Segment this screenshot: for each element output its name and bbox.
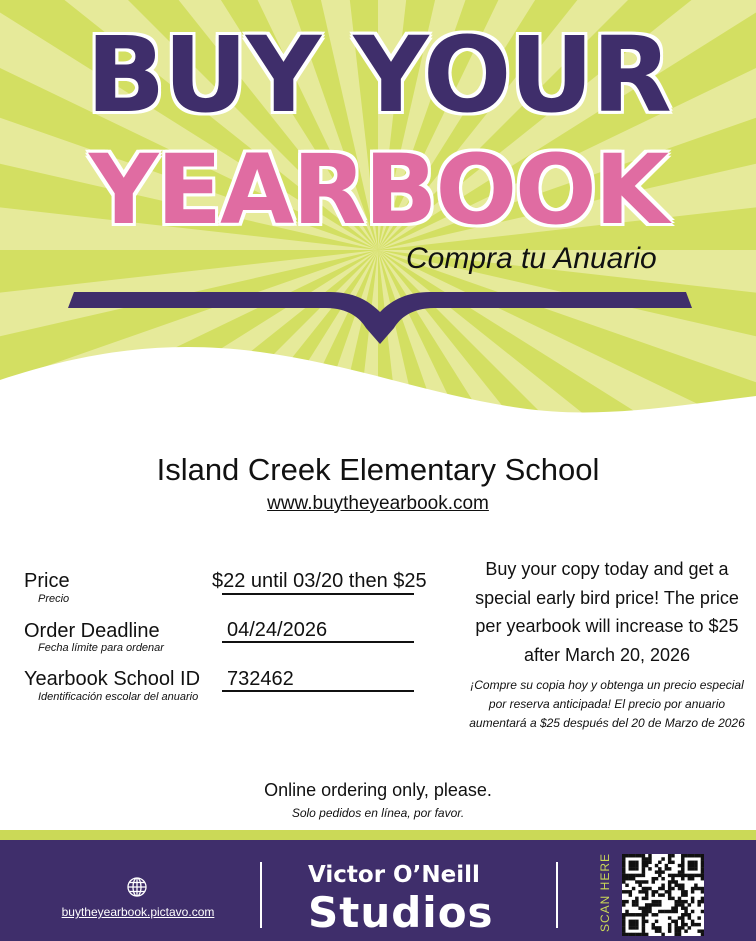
hero-banner [0, 0, 756, 430]
early-bird-promo-spanish: ¡Compre su copia hoy y obtenga un precio especial por reserva anticipada! El precio por anuario aumentará a $25 después del 20 de Marzo de 2026 [469, 678, 745, 730]
price-value: $22 until 03/20 then $25 [212, 570, 427, 592]
headline-line-2: YEARBOOK [88, 134, 668, 246]
qr-code-icon[interactable] [622, 854, 704, 936]
deadline-value: 04/24/2026 [227, 619, 328, 641]
brand-name-line-1: Victor O’Neill [308, 862, 480, 888]
price-underline [222, 593, 414, 595]
school-name: Island Creek Elementary School [156, 452, 600, 487]
price-sublabel: Precio [38, 593, 70, 605]
school-id-value: 732462 [227, 668, 294, 690]
accent-bar [0, 830, 756, 840]
website-link[interactable]: www.buytheyearbook.com [267, 493, 489, 514]
book-icon [68, 286, 692, 346]
online-only-note-spanish: Solo pedidos en línea, por favor. [291, 806, 465, 820]
spanish-subtitle: Compra tu Anuario [406, 242, 657, 275]
footer-divider-right [556, 862, 558, 928]
deadline-sublabel: Fecha límite para ordenar [38, 642, 164, 654]
globe-icon [126, 876, 148, 898]
headline-line-1: BUY YOUR [86, 14, 670, 136]
footer-divider-left [260, 862, 262, 928]
school-id-label: Yearbook School ID [24, 668, 201, 690]
brand-name-line-2: Studios [308, 888, 494, 937]
school-id-underline [222, 690, 414, 692]
footer-link[interactable]: buytheyearbook.pictavo.com [61, 905, 215, 919]
deadline-label: Order Deadline [24, 620, 160, 642]
online-only-note: Online ordering only, please. [264, 780, 492, 800]
scan-here-label: SCAN HERE [598, 852, 612, 932]
early-bird-promo: Buy your copy today and get a special early bird price! The price per yearbook will increase to $25 after March 20, 2026 [475, 559, 739, 665]
deadline-underline [222, 641, 414, 643]
price-label: Price [24, 570, 70, 592]
school-id-sublabel: Identificación escolar del anuario [38, 691, 199, 703]
